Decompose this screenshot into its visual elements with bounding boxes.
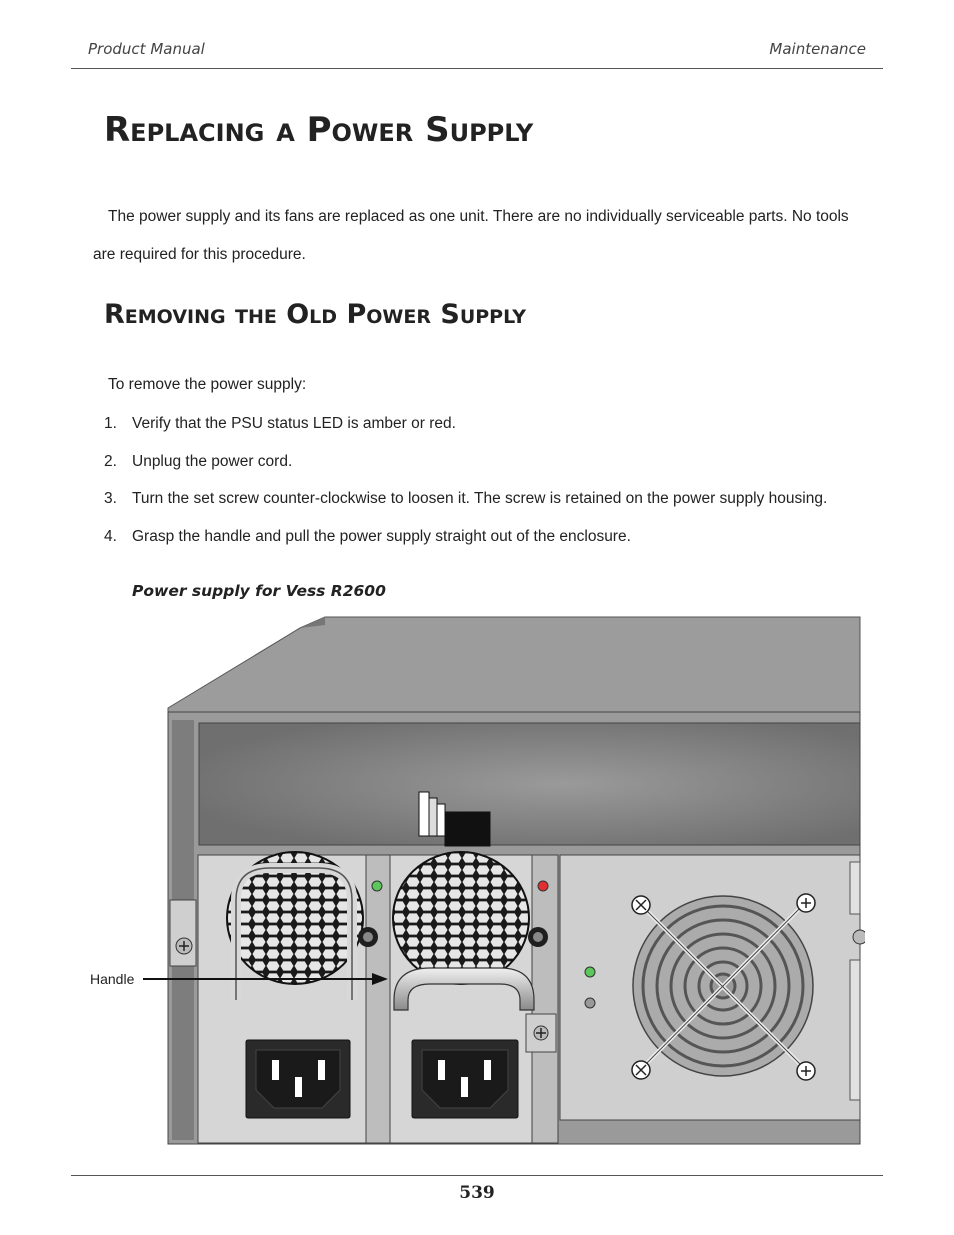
procedure-steps [104,415,827,565]
step-number: 2. [104,452,117,470]
psu-right [390,852,558,1143]
power-supply-illustration [85,612,865,1152]
header-rule [71,68,883,69]
intro-line-1: The power supply and its fans are replaced as one unit. There are no individually serviceable parts. No tools [108,208,849,225]
step-text: Grasp the handle and pull the power supply straight out of the enclosure. [132,527,631,545]
procedure-lead: To remove the power supply: [108,376,307,393]
fan-module [560,855,865,1120]
step-item [104,453,827,491]
intro-line-2: are required for this procedure. [93,246,306,263]
running-header-right: Maintenance [769,40,866,58]
step-number: 4. [104,527,117,545]
step-item [104,415,827,453]
step-number: 1. [104,415,117,432]
step-text: Turn the set screw counter-clockwise to loosen it. The screw is retained on the power supply housing. [132,490,828,507]
step-item [104,528,827,566]
step-text: Verify that the PSU status LED is amber or red. [132,415,456,432]
page-number: 539 [459,1183,495,1203]
upper-bay [199,723,860,845]
page-title: Replacing a Power Supply [104,110,534,150]
step-number: 3. [104,490,117,507]
step-item [104,490,827,528]
step-text: Unplug the power cord. [132,452,293,470]
running-header-left: Product Manual [88,40,205,58]
footer-rule [71,1175,883,1176]
handle-callout-label: Handle [90,971,135,987]
figure-caption: Power supply for Vess R2600 [132,582,386,600]
chassis-top [168,617,860,712]
section-heading: Removing the Old Power Supply [104,299,526,330]
psu-left [198,852,390,1143]
